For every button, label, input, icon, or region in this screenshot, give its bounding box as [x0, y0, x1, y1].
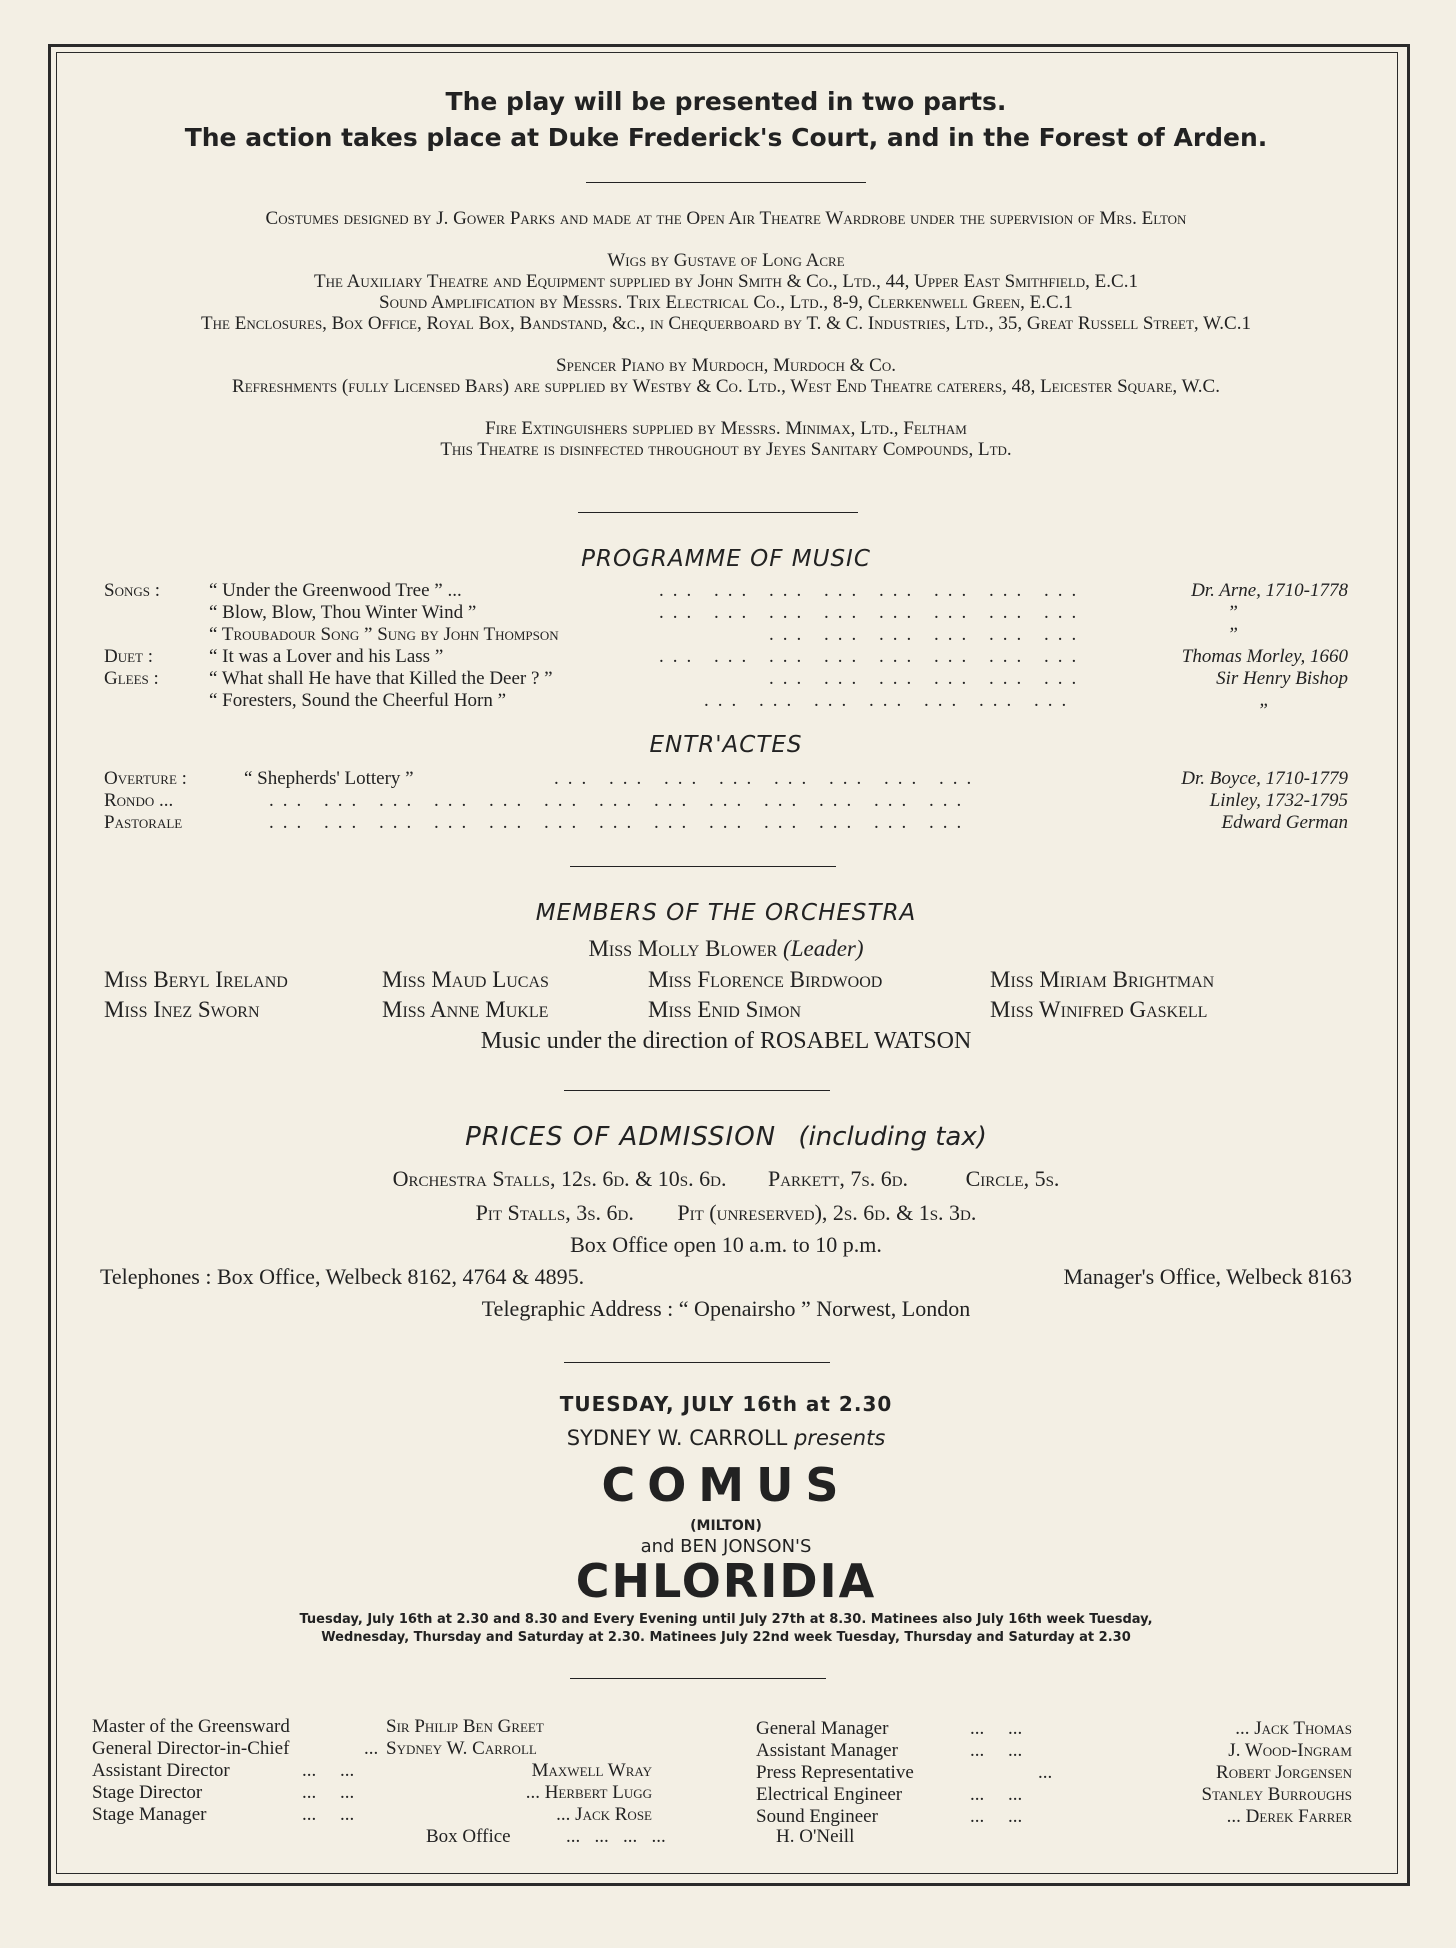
- orchestra-title: MEMBERS OF THE ORCHESTRA: [535, 900, 917, 926]
- music-row-title: “ Troubadour Song ” Sung by John Thompson: [209, 624, 559, 645]
- box-office-hours: Box Office open 10 a.m. to 10 p.m.: [570, 1232, 882, 1257]
- staff-dots: ...: [364, 1738, 379, 1759]
- play-title-chloridia: CHLORIDIA: [575, 1554, 877, 1608]
- price-orchestra-stalls: Orchestra Stalls, 12s. 6d. & 10s. 6d.: [392, 1166, 727, 1191]
- credit-line: Sound Amplification by Messrs. Trix Electrical Co., Ltd., 8-9, Clerkenwell Green, E.C.1: [379, 292, 1073, 313]
- price-pit-unreserved: Pit (unreserved), 2s. 6d. & 1s. 3d.: [677, 1200, 977, 1225]
- music-row-composer: Thomas Morley, 1660: [1181, 646, 1348, 667]
- orchestra-direction: Music under the direction of ROSABEL WATSON: [480, 1028, 972, 1054]
- staff-name: Sydney W. Carroll: [386, 1738, 537, 1759]
- credit-line: Spencer Piano by Murdoch, Murdoch & Co.: [556, 355, 896, 376]
- staff-role: Assistant Manager: [756, 1740, 898, 1761]
- programme-page: [64, 60, 1388, 1864]
- upcoming-presenter-line: [64, 1426, 1388, 1450]
- price-circle: Circle, 5s.: [965, 1166, 1060, 1191]
- orchestra-member: Miss Beryl Ireland: [104, 967, 288, 992]
- staff-role: Master of the Greensward: [92, 1716, 290, 1737]
- telephones-box-office: Telephones : Box Office, Welbeck 8162, 4764 & 4895.: [100, 1264, 585, 1289]
- staff-role: Electrical Engineer: [756, 1784, 903, 1805]
- staff-role: Sound Engineer: [756, 1806, 878, 1827]
- upcoming-presenter: SYDNEY W. CARROLL: [566, 1426, 788, 1450]
- admission-line-1: [64, 1164, 1388, 1194]
- staff-role: Box Office: [426, 1826, 511, 1847]
- entracte-row-composer: Dr. Boyce, 1710-1779: [1181, 768, 1348, 789]
- credit-line: Refreshments (fully Licensed Bars) are supplied by Westby & Co. Ltd., West End Theatre caterers, 48, Leicester Square, W.C.: [232, 376, 1220, 397]
- music-row-composer: ”: [1227, 602, 1238, 623]
- orchestra-member: Miss Enid Simon: [648, 997, 802, 1022]
- staff-role: Stage Director: [92, 1782, 203, 1803]
- music-row-composer: Dr. Arne, 1710-1778: [1191, 580, 1348, 601]
- music-row-label: Songs :: [104, 580, 160, 601]
- divider-5: [564, 1362, 830, 1363]
- upcoming-schedule-2: Wednesday, Thursday and Saturday at 2.30. Matinees July 22nd week Tuesday, Thursday and Saturday at 2.30: [321, 1630, 1131, 1645]
- staff-dots: ...: [1038, 1762, 1053, 1783]
- music-row-label: Duet :: [104, 646, 154, 667]
- music-row-composer: Sir Henry Bishop: [1216, 668, 1348, 689]
- entractes-list: [104, 768, 1348, 838]
- entracte-row-dots: ... ... ... ... ... ... ... ... ... ... ... ... ...: [269, 790, 971, 811]
- music-row-title: “ What shall He have that Killed the Deer ? ”: [209, 668, 553, 689]
- orchestra-member: Miss Maud Lucas: [382, 967, 549, 992]
- staff-name: ... Derek Farrer: [1226, 1806, 1352, 1827]
- admission-title-line: [64, 1122, 1388, 1152]
- orchestra-member: Miss Inez Sworn: [104, 997, 260, 1022]
- credit-line: The Auxiliary Theatre and Equipment supplied by John Smith & Co., Ltd., 44, Upper East Smithfield, E.C.1: [314, 271, 1138, 292]
- staff-role: Assistant Director: [92, 1760, 230, 1781]
- music-list: [104, 580, 1348, 720]
- staff-name: Maxwell Wray: [531, 1760, 652, 1781]
- entracte-row-label: Overture :: [104, 768, 187, 789]
- music-row-dots: ... ... ... ... ... ... ... ...: [659, 602, 1086, 623]
- staff-dots: ... ...: [970, 1718, 1023, 1739]
- orchestra-leader-note: (Leader): [783, 936, 864, 961]
- entracte-row-composer: Edward German: [1221, 812, 1348, 833]
- orchestra-member: Miss Miriam Brightman: [990, 967, 1215, 992]
- divider-3: [570, 866, 836, 867]
- orchestra-member: Miss Florence Birdwood: [648, 967, 883, 992]
- divider-4: [564, 1090, 830, 1091]
- music-row-title: “ Foresters, Sound the Cheerful Horn ”: [209, 690, 507, 711]
- music-row-title: “ Blow, Blow, Thou Winter Wind ”: [209, 602, 477, 623]
- intro-block: [64, 84, 1388, 156]
- music-row-dots: ... ... ... ... ... ... ... ...: [659, 646, 1086, 667]
- upcoming-presents: presents: [794, 1426, 886, 1450]
- credit-line: The Enclosures, Box Office, Royal Box, Bandstand, &c., in Chequerboard by T. & C. Industries, Ltd., 35, Great Russell Street, W.C.1: [201, 313, 1251, 334]
- staff-left: [92, 1716, 652, 1836]
- music-row-dots: ... ... ... ... ... ... ...: [704, 690, 1076, 711]
- staff-dots: ... ... ... ...: [566, 1826, 666, 1847]
- orchestra-leader-line: [64, 936, 1388, 962]
- credits-block: [104, 208, 1348, 460]
- orchestra-member: Miss Winifred Gaskell: [990, 997, 1208, 1022]
- staff-right: [756, 1718, 1352, 1838]
- entracte-row-label: Pastorale: [104, 812, 183, 833]
- music-row-title: “ Under the Greenwood Tree ” ...: [209, 580, 462, 601]
- admission-title-note: (including tax): [798, 1122, 987, 1152]
- music-row-title: “ It was a Lover and his Lass ”: [209, 646, 444, 667]
- intro-line-1: The play will be presented in two parts.: [445, 87, 1007, 116]
- credit-line: This Theatre is disinfected throughout by Jeyes Sanitary Compounds, Ltd.: [440, 439, 1012, 460]
- admission-line-2: [64, 1198, 1388, 1228]
- upcoming-schedule-1: Tuesday, July 16th at 2.30 and 8.30 and Every Evening until July 27th at 8.30. Matinees also July 16th week Tuesday,: [299, 1612, 1153, 1627]
- staff-name: ... Jack Thomas: [1235, 1718, 1352, 1739]
- staff-role: Stage Manager: [92, 1804, 207, 1825]
- price-pit-stalls: Pit Stalls, 3s. 6d.: [475, 1200, 634, 1225]
- credit-line: Costumes designed by J. Gower Parks and made at the Open Air Theatre Wardrobe under the supervision of Mrs. Elton: [265, 208, 1187, 229]
- entracte-row-title: “ Shepherds' Lottery ”: [244, 768, 414, 789]
- intro-line-2: The action takes place at Duke Frederick's Court, and in the Forest of Arden.: [184, 123, 1268, 152]
- staff-name: H. O'Neill: [776, 1826, 855, 1847]
- staff-dots: ... ...: [970, 1740, 1023, 1761]
- divider-6: [570, 1678, 826, 1679]
- divider-2: [578, 512, 858, 513]
- credit-line: Fire Extinguishers supplied by Messrs. Minimax, Ltd., Feltham: [485, 418, 967, 439]
- staff-name: Robert Jorgensen: [1216, 1762, 1352, 1783]
- staff-name: Sir Philip Ben Greet: [386, 1716, 544, 1737]
- entracte-row-dots: ... ... ... ... ... ... ... ... ... ... ... ... ...: [269, 812, 971, 833]
- telegraphic-address: Telegraphic Address : “ Openairsho ” Norwest, London: [481, 1296, 971, 1321]
- staff-dots: ... ...: [970, 1784, 1023, 1805]
- entracte-row-label: Rondo ...: [104, 790, 174, 811]
- entractes-title: ENTR'ACTES: [649, 732, 803, 758]
- play-author-milton: (MILTON): [690, 1518, 762, 1534]
- staff-role: General Manager: [756, 1718, 889, 1739]
- staff-name: ... Herbert Lugg: [525, 1782, 652, 1803]
- staff-dots: ... ...: [302, 1782, 355, 1803]
- orchestra-member: Miss Anne Mukle: [382, 997, 549, 1022]
- telephone-manager: Manager's Office, Welbeck 8163: [1063, 1264, 1352, 1289]
- staff-name: J. Wood-Ingram: [1228, 1740, 1352, 1761]
- music-title: PROGRAMME OF MUSIC: [581, 546, 871, 572]
- play-title-comus: COMUS: [601, 1458, 851, 1512]
- entracte-row-composer: Linley, 1732-1795: [1209, 790, 1348, 811]
- price-parkett: Parkett, 7s. 6d.: [767, 1166, 909, 1191]
- music-row-composer: ”: [1257, 700, 1268, 721]
- staff-role: Press Representative: [756, 1762, 914, 1783]
- entracte-row-dots: ... ... ... ... ... ... ... ...: [554, 768, 981, 789]
- staff-role: General Director-in-Chief: [92, 1738, 290, 1759]
- staff-name: ... Jack Rose: [556, 1804, 652, 1825]
- orchestra-leader: Miss Molly Blower: [588, 936, 778, 961]
- music-row-dots: ... ... ... ... ... ...: [769, 668, 1086, 689]
- staff-dots: ... ...: [302, 1760, 355, 1781]
- upcoming-and-line: and BEN JONSON'S: [640, 1536, 812, 1557]
- music-row-dots: ... ... ... ... ... ... ... ...: [659, 580, 1086, 601]
- staff-dots: ... ...: [970, 1806, 1023, 1827]
- music-row-label: Glees :: [104, 668, 159, 689]
- music-row-dots: ... ... ... ... ... ...: [769, 624, 1086, 645]
- upcoming-date: TUESDAY, JULY 16th at 2.30: [559, 1392, 893, 1416]
- music-row-composer: ”: [1227, 624, 1238, 645]
- credit-line: Wigs by Gustave of Long Acre: [607, 250, 845, 271]
- admission-title: PRICES OF ADMISSION: [465, 1122, 777, 1152]
- staff-dots: ... ...: [302, 1804, 355, 1825]
- divider-1: [586, 182, 866, 183]
- staff-name: Stanley Burroughs: [1201, 1784, 1352, 1805]
